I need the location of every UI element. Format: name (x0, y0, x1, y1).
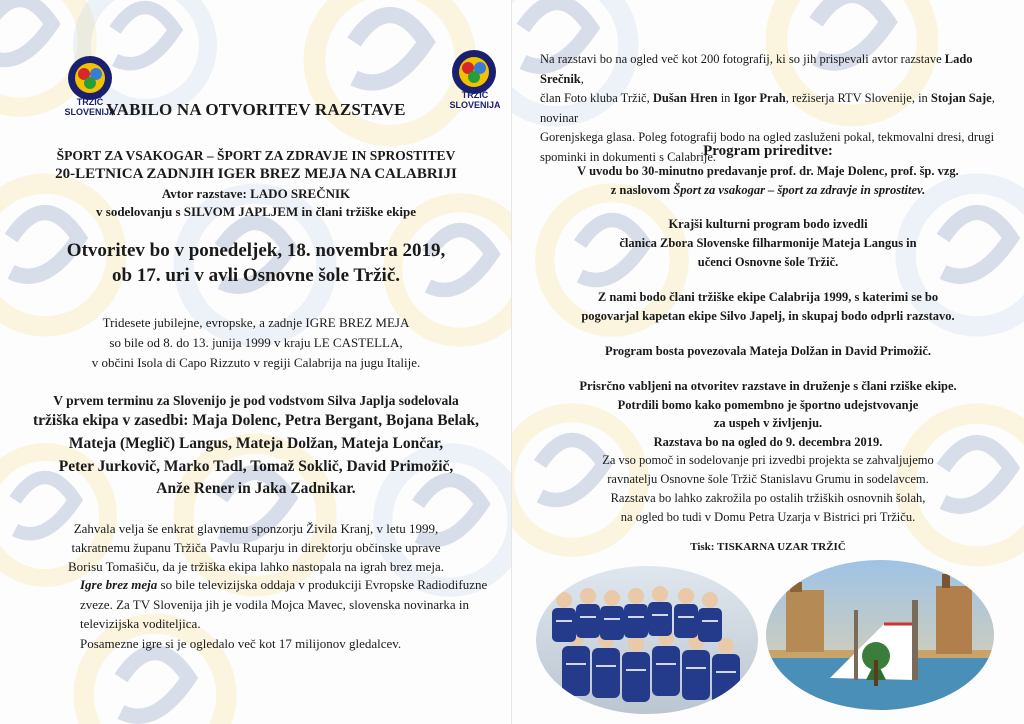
invitation-title: VABILO NA OTVORITEV RAZSTAVE (106, 100, 406, 119)
team-meet-line-2: pogovarjal kapetan ekipe Silvo Japelj, in skupaj bodo odprli razstavo. (581, 309, 955, 323)
program-line-2: z naslovom Šport za vsakogar – šport za zdravje in sprostitev. (610, 183, 926, 197)
author-line: Avtor razstave: LADO SREČNIK (161, 186, 351, 201)
thanks-right-4: na ogled bo tudi v Domu Petra Uzarja v Bistrici pri Tržiču. (620, 510, 916, 524)
culture-line-3: učenci Osnovne šole Tržič. (697, 255, 839, 269)
team-meet-line-1: Z nami bodo člani tržiške ekipe Calabrija 1999, s katerimi se bo (597, 290, 939, 304)
thanks-line-3: Borisu Tomašiču, da je tržiška ekipa lahko nastopala na igrah brez meja. (67, 559, 445, 574)
venue-photo (766, 560, 994, 710)
opening-date: Otvoritev bo v ponedeljek, 18. novembra 2019, (66, 240, 446, 261)
exhibition-end-date: Razstava bo na ogled do 9. decembra 2019. (653, 435, 883, 449)
team-line-3: Mateja (Meglič) Langus, Mateja Dolžan, Mateja Lončar, (68, 435, 444, 452)
invite-line-1: Prisrčno vabljeni na otvoritev razstave in druženje s člani rziške ekipe. (579, 379, 957, 393)
history-line-3: v občini Isola di Capo Rizzuto v regiji Calabrija na jugu Italije. (91, 355, 421, 370)
history-line-2: so bile od 8. do 13. junija 1999 v kraju LE CASTELLA, (109, 335, 403, 350)
subtitle-line-2: 20-LETNICA ZADNJIH IGER BREZ MEJA NA CALABRIJI (55, 166, 457, 182)
history-line-1: Tridesete jubilejne, evropske, a zadnje IGRE BREZ MEJA (102, 315, 410, 330)
exhibition-intro: Na razstavi bo na ogled več kot 200 fotografij, ki so jih prispevali avtor razstave Lado Srečnik, član Foto kluba Tržič, Dušan Hren in Igor Prah, režiserja RTV Slovenije, in Stojan Saje, novinar Gorenjskega glasa. Poleg fotografij bodo na ogled zasluženi pokal, tekmovalni dresi, drugi spominki in dokumenti s Calabrije. (540, 52, 995, 164)
invite-line-2: Potrdili bomo kako pomembno je športno udejstvovanje (617, 398, 919, 412)
hosts-line: Program bosta povezovala Mateja Dolžan in David Primožič. (604, 344, 932, 358)
collaboration-line: v sodelovanju s SILVOM JAPLJEM in člani tržiške ekipe (96, 204, 416, 219)
culture-line-2: članica Zbora Slovenske filharmonije Mateja Langus in (619, 236, 917, 250)
team-line-5: Anže Rener in Jaka Zadnikar. (156, 480, 356, 497)
team-photo (536, 566, 758, 714)
igre-brez-meja-emphasis: Igre brez meja (80, 577, 158, 592)
thanks-right-3: Razstava bo lahko zakrožila po ostalih tržiških osnovnih šolah, (610, 491, 926, 505)
logo-caption: TRŽIČ SLOVENIJA (449, 90, 501, 110)
program-line-1: V uvodu bo 30-minutno predavanje prof. dr. Maje Dolenc, prof. šp. vzg. (577, 164, 959, 178)
invite-line-3: za uspeh v življenju. (713, 416, 823, 430)
subtitle-line-1: ŠPORT ZA VSAKOGAR – ŠPORT ZA ZDRAVJE IN SPROSTITEV (56, 148, 456, 163)
team-line-4: Peter Jurkovič, Marko Tadl, Tomaž Soklič, David Primožič, (58, 458, 454, 475)
thanks-right-2: ravnatelju Osnovne šole Tržič Stanislavu Grumu in sodelavcem. (607, 472, 929, 486)
thanks-line-2: takratnemu županu Tržiča Pavlu Ruparju in direktorju občinske uprave (71, 540, 441, 555)
program-title: Program prireditve: (703, 143, 833, 159)
thanks-right-1: Za vso pomoč in sodelovanje pri izvedbi projekta se zahvaljujemo (602, 453, 934, 467)
tv-paragraph: Igre brez meja so bile televizijska oddaja v produkciji Evropske Radiodifuzne zveze. Za TV Slovenija jih je vodila Mojca Mavec, slovenska novinarka in televizijska voditeljica. Posamezne igre si je ogledalo več kot 17 milijonov gledalcev. (80, 577, 488, 651)
team-line-2: tržiška ekipa v zasedbi: Maja Dolenc, Petra Bergant, Bojana Belak, (32, 412, 479, 429)
printer-credit: Tisk: TISKARNA UZAR TRŽIČ (690, 541, 846, 553)
culture-line-1: Krajši kulturni program bodo izvedli (668, 217, 868, 231)
team-line-1: V prvem terminu za Slovenijo je pod vodstvom Silva Japlja sodelovala (53, 393, 459, 408)
thanks-line-1: Zahvala velja še enkrat glavnemu sponzorju Živila Kranj, v letu 1999, (73, 521, 439, 536)
opening-place: ob 17. uri v avli Osnovne šole Tržič. (112, 265, 400, 286)
logo-caption: TRŽIČ SLOVENIJA (64, 97, 116, 117)
